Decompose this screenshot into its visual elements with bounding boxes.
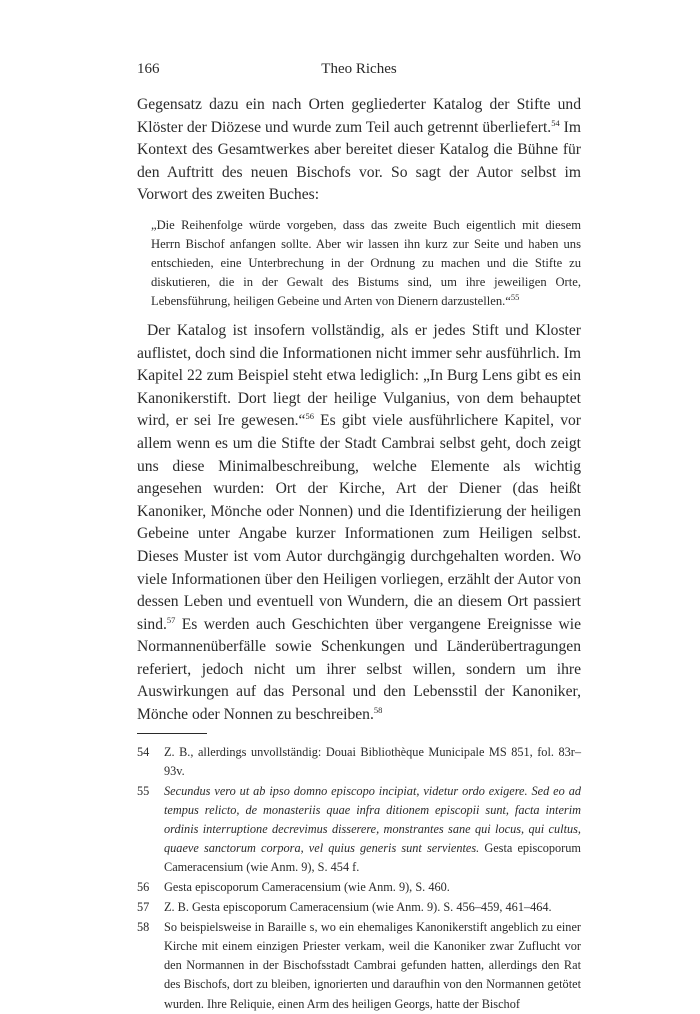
block-quote (151, 216, 581, 311)
footnote-text: Gesta episcoporum Cameracensium (wie Anm. 9), S. 460. (164, 880, 450, 895)
paragraph (137, 94, 581, 207)
footnote-number: 54 (137, 744, 150, 759)
footnote (137, 878, 581, 897)
footnote-ref: 54 (551, 117, 560, 128)
footnote-ref: 56 (305, 411, 314, 422)
footnote-text: So beispielsweise in Baraille s, wo ein ehemaliges Kanonikerstift angeblich zu einer Kirche mit einem einzigen Priester verkam, weil die Kanoniker zwar Zuflucht vor den Normannen in der Bischofsstadt Cambrai gefunden hatten, allerdings den Rat des Bischofs, dort zu bleiben, ignorierten und daraufhin von den Normannen getötet wurden. Ihre Reliquie, einen Arm des heiligen Georgs, hatte der Bischof (164, 919, 581, 1011)
footnote-text: Z. B., allerdings unvollständig: Douai Bibliothèque Municipale MS 851, fol. 83r–93v. (164, 744, 581, 778)
book-page (137, 58, 581, 1014)
footnote-ref: 55 (510, 291, 520, 302)
footnote (137, 898, 581, 917)
footnote-text: Gesta episcoporum Cameracensium (wie Anm. 9), S. 454 f. (164, 841, 581, 875)
footnote-number: 56 (137, 880, 150, 895)
page-number: 166 (137, 61, 160, 77)
footnote (137, 782, 581, 878)
footnote-ref: 57 (166, 614, 176, 625)
footnotes (137, 743, 581, 1014)
paragraph (137, 320, 581, 727)
footnote-latin-quote: Secundus vero ut ab ipso domno episcopo incipiat, videtur ordo exigere. Sed eo ad tempus relicto, de monasteriis quae infra ditionem episcopii sunt, facta interim ordinis interruptione decrevimus disserere, monstrantes sane qui locus, qui cultus, quaeve sanctorum corpora, vel quius generis sunt servientes. (164, 783, 581, 856)
running-title: Theo Riches (321, 61, 397, 77)
footnote-number: 58 (137, 919, 150, 934)
footnote (137, 743, 581, 781)
footnote-text: Z. B. Gesta episcoporum Cameracensium (wie Anm. 9). S. 456–459, 461–464. (164, 900, 552, 915)
paragraph-text: Es werden auch Geschichten über vergangene Ereignisse wie Normannenüberfälle sowie Schenkungen und Länderübertragungen referiert, jedoch nicht um ihrer selbst willen, sondern um ihre Auswirkungen auf das Personal und den Lebensstil der Kanoniker, Mönche oder Nonnen zu beschreiben. (137, 615, 581, 724)
footnote (137, 918, 581, 1014)
paragraph-text: Es gibt viele ausführlichere Kapitel, vor allem wenn es um die Stifte der Stadt Cambrai selbst geht, doch zeigt uns diese Minimalbeschreibung, welche Elemente als wichtig angesehen wurden: Ort der Kirche, Art der Diener (das heißt Kanoniker, Mönche oder Nonnen) und die Identifizierung der heiligen Gebeine unter Angabe kurzer Informationen zum Heiligen selbst. Dieses Muster ist vom Autor durchgängig durchgehalten worden. Wo viele Informationen über den Heiligen vorliegen, erzählt der Autor von dessen Leben und eventuell von Wundern, die an diesem Ort passiert sind. (137, 412, 581, 633)
main-text (137, 94, 581, 727)
footnote-ref: 58 (373, 704, 383, 715)
footnote-separator (137, 733, 207, 734)
footnote-number: 57 (137, 900, 150, 915)
paragraph-text: Im Kontext des Gesamtwerkes aber bereitet dieser Katalog die Bühne für den Auftritt des neuen Bischofs vor. So sagt der Autor selbst im Vorwort des zweiten Buches: (137, 118, 581, 204)
quote-text: „Die Reihenfolge würde vorgeben, dass das zweite Buch eigentlich mit diesem Herrn Bischof anfangen sollte. Aber wir lassen ihn kurz zur Seite und haben uns entschieden, eine Unterbrechung in der Ordnung zu machen und die Stifte zu diskutieren, die in der Gewalt des Bistums sind, um ihre jeweiligen Orte, Lebensführung, heiligen Gebeine und Arten von Dienern darzustellen.“ (151, 217, 581, 308)
footnote-number: 55 (137, 783, 150, 798)
paragraph-text: Der Katalog ist insofern vollständig, als er jedes Stift und Kloster auflistet, doch sind die Informationen nicht immer sehr ausführlich. Im Kapitel 22 zum Beispiel steht etwa lediglich: „In Burg Lens gibt es ein Kanonikerstift. Dort liegt der heilige Vulganius, von dem behauptet wird, er sei Ire gewesen.“ (137, 321, 581, 430)
paragraph-text: Gegensatz dazu ein nach Orten gegliederter Katalog der Stifte und Klöster der Diözese und wurde zum Teil auch getrennt überliefert. (137, 96, 581, 136)
page-header (137, 58, 581, 80)
